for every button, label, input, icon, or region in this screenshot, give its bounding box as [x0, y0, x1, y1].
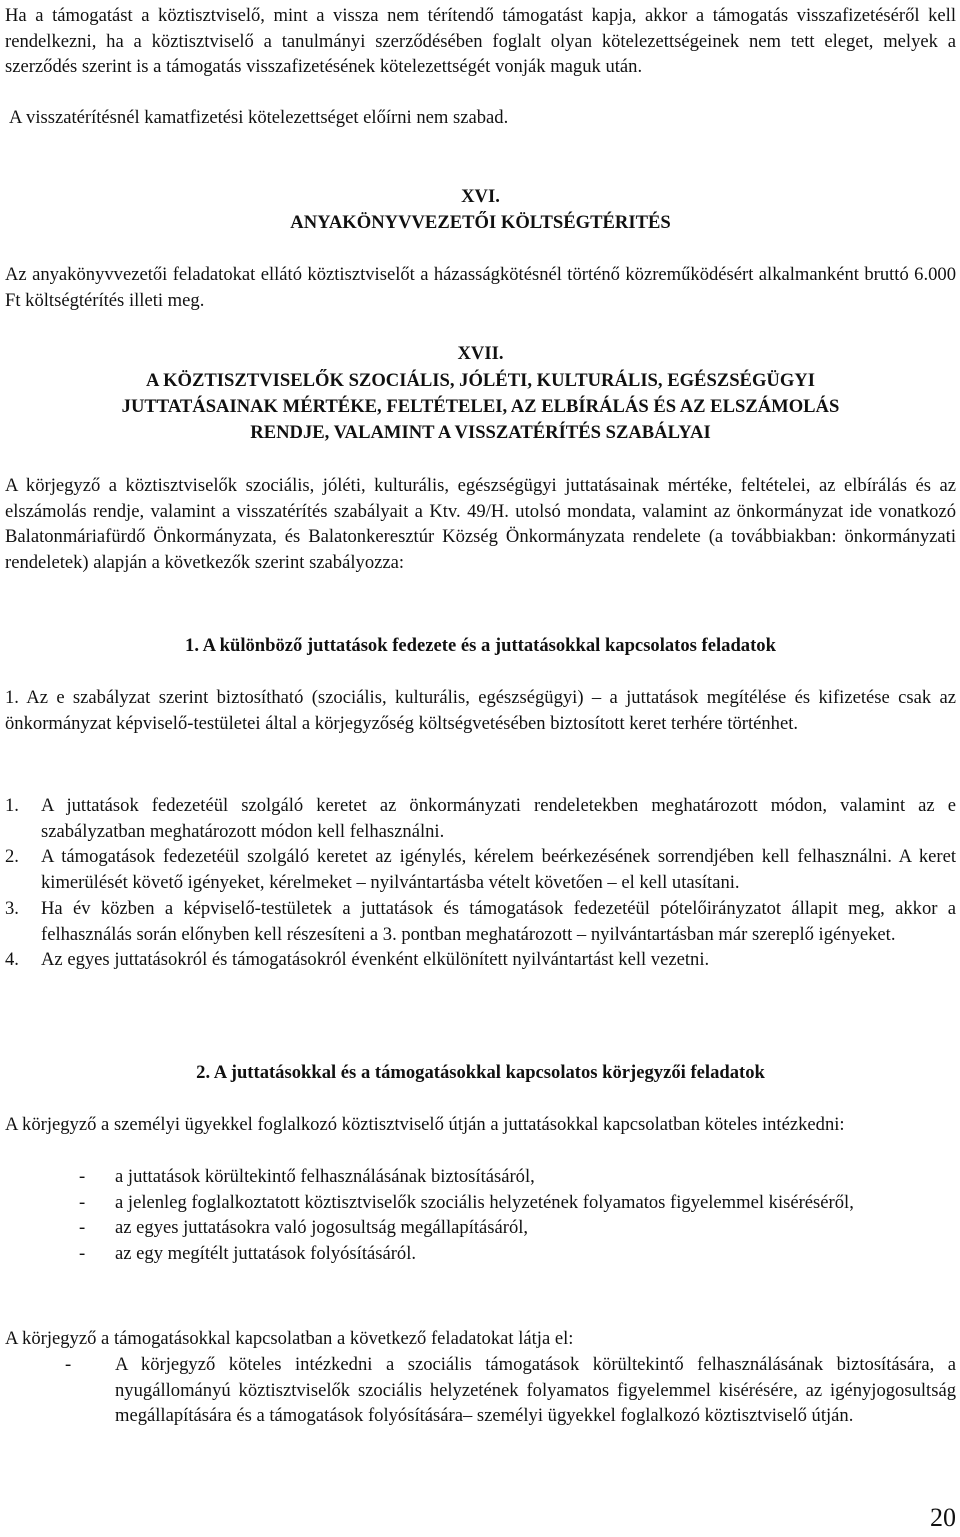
list-item	[5, 947, 956, 973]
list-item-text: A körjegyző köteles intézkedni a szociális támogatások körültekintő felhasználásának biztosítására, a nyugállományú köztisztviselők szociális helyzetének folyamatos figyelemmel kisérésére, az igényjogosultság megállapítására és a támogatások folyósítására– személyi ügyekkel foglalkozó köztisztviselő útján.	[115, 1354, 956, 1427]
list-dash: -	[79, 1191, 86, 1213]
section-xvii-number: XVII.	[457, 343, 504, 364]
list-item-text: a juttatások körültekintő felhasználásának biztosításáról,	[115, 1166, 535, 1187]
subsection-2-heading: 2. A juttatásokkal és a támogatásokkal kapcsolatos körjegyzői feladatok	[196, 1062, 765, 1083]
list-item	[5, 1215, 956, 1241]
subsection-2-support-list	[5, 1352, 956, 1429]
list-item-text: A támogatások fedezetéül szolgáló keretet az igénylés, kérelem beérkezésének sorrendjében kell felhasználni. A keret kimerülését követő igényeket, kérelmeket – nyilvántartásba vételt követően – el kell utasítani.	[41, 846, 956, 894]
list-dash: -	[79, 1243, 86, 1265]
list-item-text: Az egyes juttatásokról és támogatásokról évenként elkülönített nyilvántartást kell vezetni.	[41, 949, 710, 971]
list-dash: -	[65, 1354, 72, 1375]
list-item-text: Ha év közben a képviselő-testületek a juttatások és támogatások fedezetéül pótelőirányzatot állapit meg, akkor a felhasználás során előnyben kell részesíteni a 3. pontban meghatározott – nyilvántartásban már szereplő igényeket.	[41, 897, 956, 945]
list-item-number: 3.	[5, 897, 19, 919]
list-item	[5, 793, 956, 844]
list-item	[5, 1352, 956, 1429]
paragraph-intro-1: Ha a támogatást a köztisztviselő, mint a vissza nem térítendő támogatást kapja, akkor a támogatás visszafizetéséről kell rendelkezni, ha a köztisztviselő a tanulmányi szerződésében foglalt olyan kötelezettségeinek nem tett eleget, melyek a szerződés szerint is a támogatás visszafizetésének kötelezettségét vonják maguk után.	[5, 5, 956, 78]
section-xvii-title-line-3: RENDJE, VALAMINT A VISSZATÉRÍTÉS SZABÁLYAI	[250, 422, 711, 443]
list-item	[5, 896, 956, 947]
subsection-2-duties-list	[5, 1164, 956, 1267]
page-number: 20	[930, 1503, 956, 1532]
list-item	[5, 844, 956, 895]
list-dash: -	[79, 1217, 86, 1239]
section-xvi-title: ANYAKÖNYVVEZETŐI KÖLTSÉGTÉRITÉS	[290, 212, 671, 233]
section-xvii-title-line-1: A KÖZTISZTVISELŐK SZOCIÁLIS, JÓLÉTI, KULTURÁLIS, EGÉSZSÉGÜGYI	[146, 370, 815, 391]
list-item	[5, 1241, 956, 1267]
list-item-text: az egy megítélt juttatások folyósításáról.	[115, 1243, 417, 1265]
list-item-text: az egyes juttatásokra való jogosultság megállapításáról,	[115, 1217, 529, 1239]
list-item	[5, 1190, 956, 1216]
list-item-number: 4.	[5, 949, 19, 971]
subsection-1-heading: 1. A különböző juttatások fedezete és a juttatásokkal kapcsolatos feladatok	[185, 635, 776, 656]
subsection-1-list	[5, 793, 956, 973]
subsection-2-intro: A körjegyző a személyi ügyekkel foglalkozó köztisztviselő útján a juttatásokkal kapcsolatban köteles intézkedni:	[5, 1114, 845, 1135]
list-dash: -	[79, 1166, 86, 1187]
paragraph-intro-2: A visszatérítésnél kamatfizetési kötelezettséget előírni nem szabad.	[9, 107, 509, 128]
subsection-2-support-intro: A körjegyző a támogatásokkal kapcsolatban a következő feladatokat látja el:	[5, 1328, 574, 1349]
list-item-text: A juttatások fedezetéül szolgáló keretet az önkormányzati rendeletekben meghatározott módon, valamint az e szabályzatban meghatározott módon kell felhasználni.	[41, 795, 956, 842]
section-xvi-number: XVI.	[461, 186, 500, 207]
section-xvii-title-line-2: JUTTATÁSAINAK MÉRTÉKE, FELTÉTELEI, AZ ELBÍRÁLÁS ÉS AZ ELSZÁMOLÁS	[121, 396, 840, 417]
list-item-number: 1.	[5, 795, 19, 816]
list-item-number: 2.	[5, 846, 19, 868]
list-item	[5, 1164, 956, 1190]
section-xvi-body: Az anyakönyvvezetői feladatokat ellátó köztisztviselőt a házasságkötésnél történő közreműködésért alkalmanként bruttó 6.000 Ft költségtérítés illeti meg.	[5, 264, 956, 311]
subsection-1-intro: 1. Az e szabályzat szerint biztosítható (szociális, kulturális, egészségügyi) – a juttatások megítélése és kifizetése csak az önkormányzat képviselő-testületei által a körjegyzőség költségvetésében biztosított keret terhére történhet.	[5, 687, 956, 734]
section-xvii-body: A körjegyző a köztisztviselők szociális, jóléti, kulturális, egészségügyi juttatásainak mértéke, feltételei, az elbírálás és az elszámolás rendje, valamint a visszatérítés szabályait a Ktv. 49/H. utolsó mondata, valamint az önkormányzat ide vonatkozó Balatonmáriafürdő Önkormányzata, és Balatonkeresztúr Község Önkormányzata rendelete (a továbbiakban: önkormányzati rendeletek) alapján a következők szerint szabályozza:	[5, 475, 956, 574]
list-item-text: a jelenleg foglalkoztatott köztisztviselők szociális helyzetének folyamatos figyelemmel kiséréséről,	[115, 1191, 854, 1213]
